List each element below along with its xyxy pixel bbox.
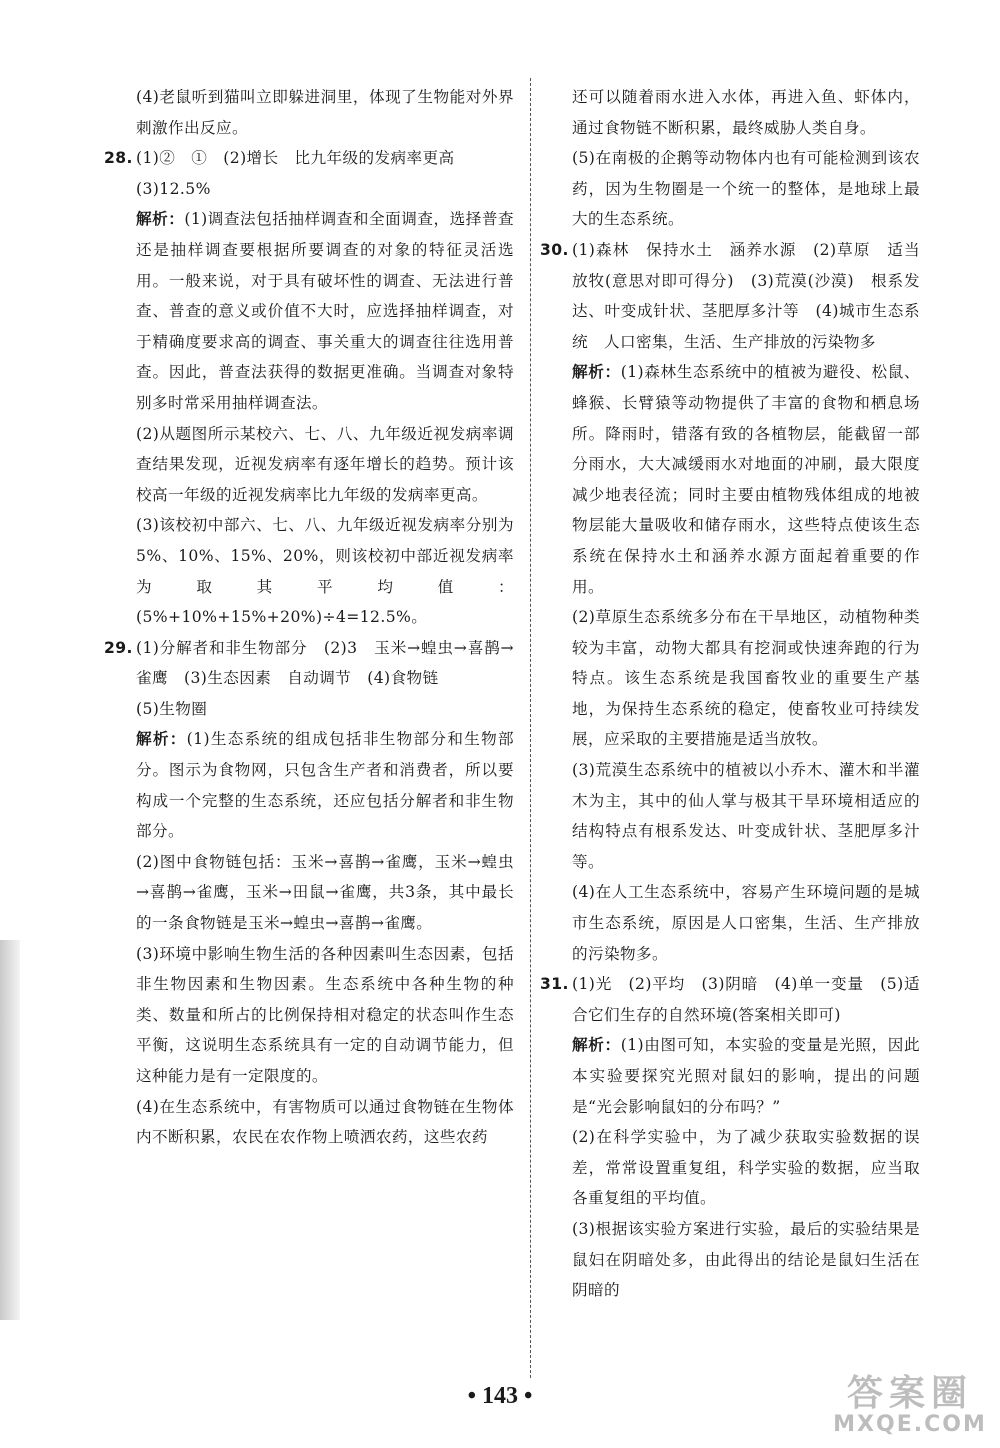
- answer: (5)生物圈: [136, 699, 208, 718]
- left-column: [104, 82, 515, 1153]
- question-29: [104, 633, 514, 1153]
- right-column: [540, 82, 921, 1306]
- answer: (1)② ① (2)增长 比九年级的发病率更高: [136, 149, 455, 168]
- explanation-text: (2)草原生态系统多分布在干旱地区，动植物种类较为丰富，动物大都具有挖洞或快速奔跑的行为特点。该生态系统是我国畜牧业的重要生产基地，为保持生态系统的稳定，使畜牧业可持续发展，应采取的主要措施是适当放牧。: [572, 608, 920, 749]
- explanation-text: (1)由图可知，本实验的变量是光照，因此本实验要探究光照对鼠妇的影响，提出的问题是“光会影响鼠妇的分布吗？”: [572, 1036, 921, 1116]
- explanation-text: (3)荒漠生态系统中的植被以小乔木、灌木和半灌木为主，其中的仙人掌与极其干旱环境相适应的结构特点有根系发达、叶变成针状、茎肥厚多汁等。: [572, 761, 920, 871]
- answer: (1)光 (2)平均 (3)阴暗 (4)单一变量 (5)适合它们生存的自然环境(答案相关即可): [572, 975, 920, 1024]
- question-number: 28.: [104, 149, 133, 168]
- watermark-text: 答案圈: [846, 1373, 973, 1414]
- explanation-label: 解析：: [136, 210, 185, 229]
- explanation-text: (2)图中食物链包括：玉米→喜鹊→雀鹰，玉米→蝗虫→喜鹊→雀鹰，玉米→田鼠→雀鹰，共3条，其中最长的一条食物链是玉米→蝗虫→喜鹊→雀鹰。: [136, 852, 514, 933]
- explanation-text: (3)该校初中部六、七、八、九年级近视发病率分别为5%、10%、15%、20%，则该校初中部近视发病率为取其平均值：(5%+10%+15%+20%)÷4=12.5%。: [136, 516, 514, 627]
- question-number: 29.: [104, 638, 133, 657]
- question-31: [540, 969, 921, 1306]
- watermark-logo: [830, 1374, 990, 1440]
- explanation-text: (1)调查法包括抽样调查和全面调查，选择普查还是抽样调查要根据所要调查的对象的特征灵活选用。一般来说，对于具有破坏性的调查、无法进行普查、普查的意义或价值不大时，应选择抽样调查，对于精确度要求高的调查、事关重大的调查往往选用普查。因此，普查法获得的数据更准确。当调查对象特别多时常采用抽样调查法。: [136, 210, 515, 412]
- explanation: [136, 724, 514, 846]
- question-number: 30.: [540, 240, 569, 259]
- explanation-text: (3)环境中影响生物生活的各种因素叫生态因素，包括非生物因素和生物因素。生态系统中各种生物的种类、数量和所占的比例保持相对稳定的状态叫作生态平衡，这说明生态系统具有一定的自动调节能力，但这种能力是有一定限度的。: [136, 944, 514, 1085]
- question-30: [540, 235, 921, 969]
- question-28: [104, 143, 515, 633]
- column-divider: [530, 78, 531, 1378]
- explanation: [136, 204, 514, 418]
- paragraph: (4)老鼠听到猫叫立即躲进洞里，体现了生物能对外界刺激作出反应。: [136, 88, 514, 137]
- explanation-text: (3)根据该实验方案进行实验，最后的实验结果是鼠妇在阴暗处多，由此得出的结论是鼠妇生活在阴暗的: [572, 1219, 920, 1300]
- scan-edge-shadow: [0, 940, 20, 1320]
- explanation: [572, 357, 920, 602]
- explanation-label: 解析：: [572, 363, 621, 382]
- paragraph: 还可以随着雨水进入水体，再进入鱼、虾体内，通过食物链不断积累，最终威胁人类自身。: [572, 88, 920, 137]
- explanation-text: (1)生态系统的组成包括非生物部分和生物部分。图示为食物网，只包含生产者和消费者，所以要构成一个完整的生态系统，还应包括分解者和非生物部分。: [136, 730, 514, 841]
- answer: (3)12.5%: [136, 179, 211, 198]
- answer: (1)森林 保持水土 涵养水源 (2)草原 适当放牧(意思对即可得分) (3)荒漠(沙漠) 根系发达、叶变成针状、茎肥厚多汁等 (4)城市生态系统 人口密集，生活、生产排放的污染物多: [572, 240, 920, 351]
- explanation-text: (2)从题图所示某校六、七、八、九年级近视发病率调查结果发现，近视发病率有逐年增长的趋势。预计该校高一年级的近视发病率比九年级的发病率更高。: [136, 424, 514, 504]
- explanation-text: (4)在生态系统中，有害物质可以通过食物链在生物体内不断积累，农民在农作物上喷洒农药，这些农药: [136, 1097, 514, 1147]
- explanation-text: (2)在科学实验中，为了减少获取实验数据的误差，常常设置重复组，科学实验的数据，应当取各重复组的平均值。: [572, 1128, 920, 1208]
- explanation-text: (4)在人工生态系统中，容易产生环境问题的是城市生态系统，原因是人口密集，生活、生产排放的污染物多。: [572, 883, 920, 963]
- paragraph: (5)在南极的企鹅等动物体内也有可能检测到该农药，因为生物圈是一个统一的整体，是地球上最大的生态系统。: [572, 149, 920, 229]
- question-number: 31.: [540, 975, 569, 994]
- explanation-text: (1)森林生态系统中的植被为避役、松鼠、蜂猴、长臂猿等动物提供了丰富的食物和栖息场所。降雨时，错落有致的各植物层，能截留一部分雨水，大大减缓雨水对地面的冲刷，最大限度减少地表径流；同时主要由植物残体组成的地被物层能大量吸收和储存雨水，这些特点使该生态系统在保持水土和涵养水源方面起着重要的作用。: [572, 363, 921, 596]
- answer: (1)分解者和非生物部分 (2)3 玉米→蝗虫→喜鹊→雀鹰 (3)生态因素 自动调节 (4)食物链: [136, 638, 514, 688]
- explanation-label: 解析：: [136, 730, 187, 749]
- explanation-label: 解析：: [572, 1036, 621, 1055]
- watermark-url: MXQE.COM: [833, 1412, 987, 1437]
- explanation: [572, 1030, 920, 1122]
- page-number: • 143 •: [467, 1383, 533, 1409]
